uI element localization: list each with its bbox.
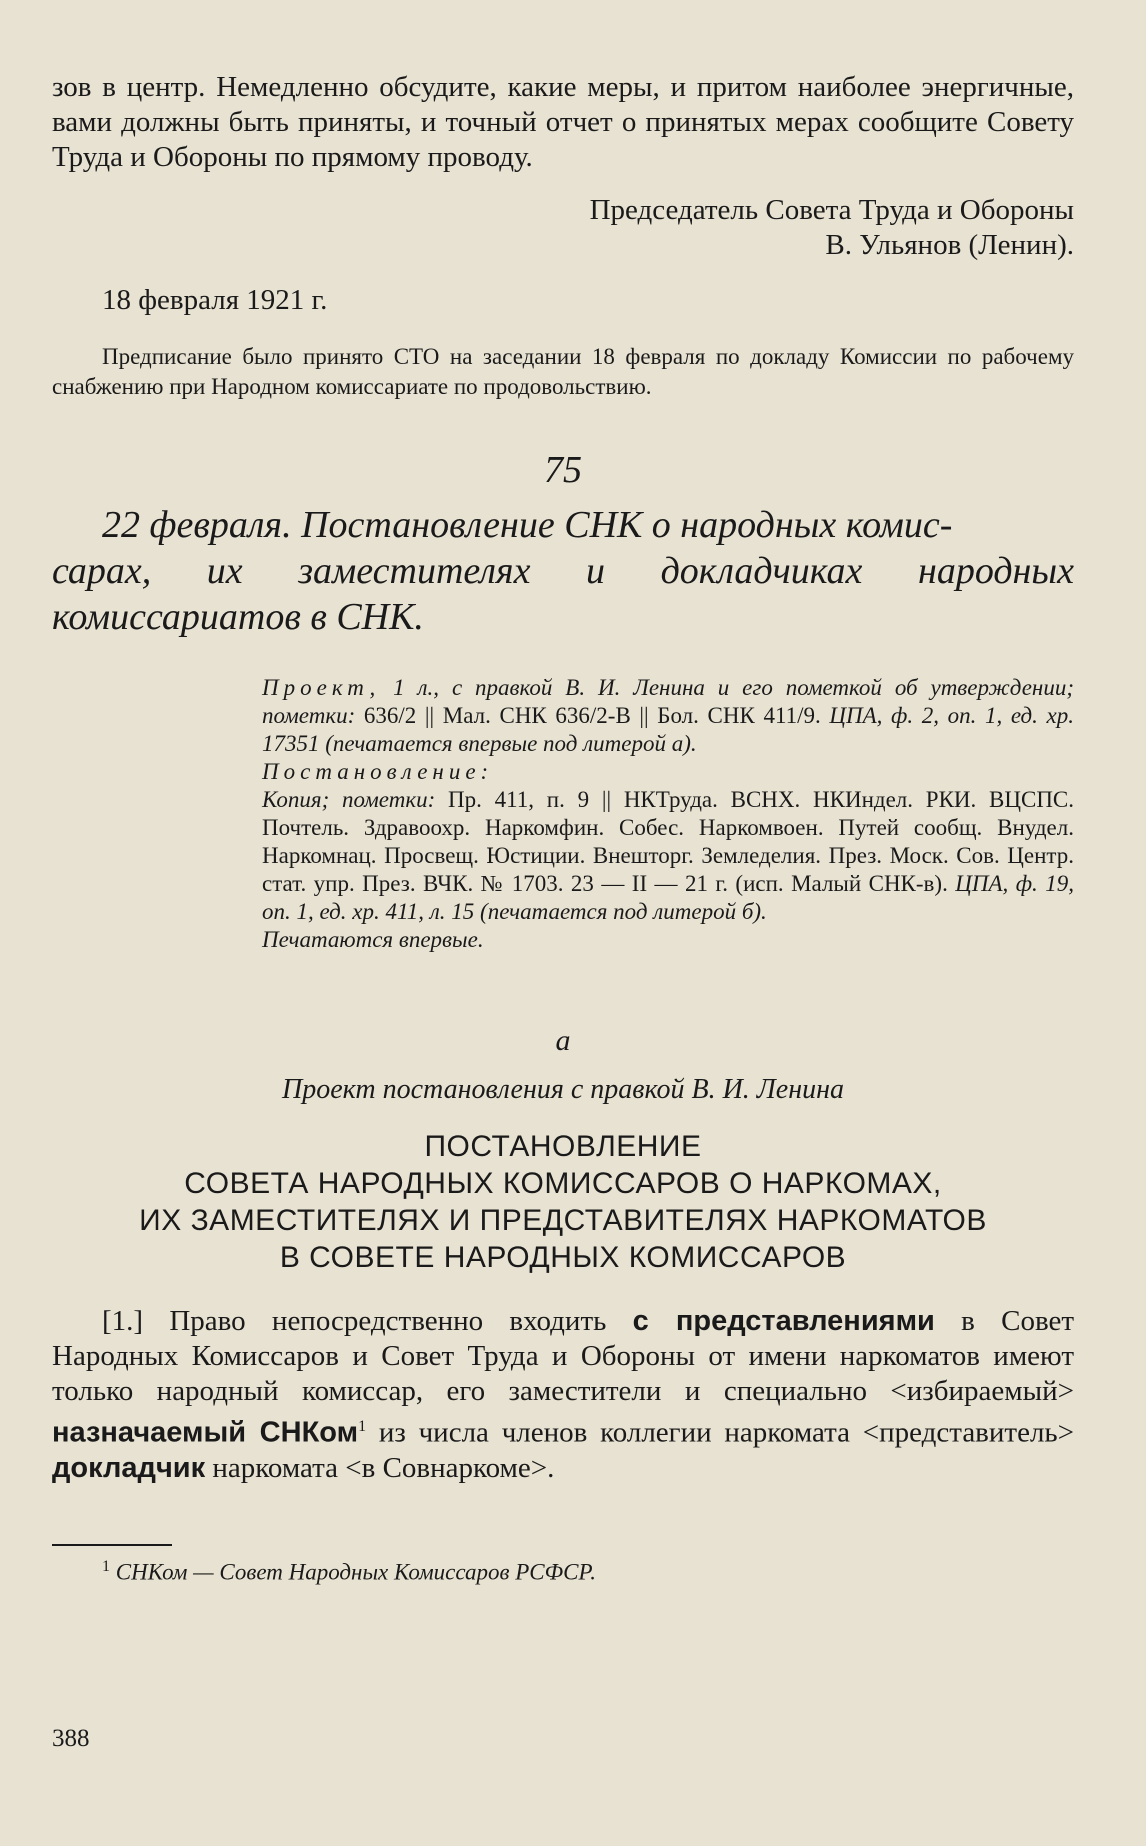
body-text-1: [1.] Право непосредственно входить [102,1305,607,1337]
draft-text: 1 л., с правкой В. И. Ленина и его пометкой об утверждении; пометки: [262,675,1075,728]
body-text-2: в Совет Народных Комиссаров и Совет Труда и Обороны от имени наркоматов имеют только народный комиссар, его заместители и специально <избираемый> [52,1305,1075,1407]
heading-line-4: В СОВЕТЕ НАРОДНЫХ КОМИССАРОВ [279,1241,847,1274]
draft-marks: 636/2 || Мал. СНК 636/2-В || Бол. СНК 411/9. [363,703,821,728]
resolution-heading [52,1128,1074,1276]
copy-marks: Пр. 411, п. 9 || НКТруда. ВСНХ. НКИндел. РКИ. ВЦСПС. Почтель. Здравоохр. Наркомфин. Собес. Наркомвоен. Путей сообщ. Внудел. Наркомнац. Просвещ. Юстиции. Внешторг. Земледелия. През. Моск. Сов. Центр. стат. упр. През. ВЧК. № 1703. 23 — II — 21 г. (исп. Малый СНК-в). [262,787,1075,896]
page-number: 388 [52,1725,90,1752]
section-letter: а [555,1024,571,1057]
resolution-body [52,1304,1074,1486]
heading-line-2: СОВЕТА НАРОДНЫХ КОМИССАРОВ О НАРКОМАХ, [184,1167,942,1200]
body-text-3: из числа членов коллегии наркомата <представитель> [378,1416,1074,1449]
heading-line-1: ПОСТАНОВЛЕНИЕ [424,1130,702,1163]
archive-info [212,674,1074,954]
signature-line-1: Председатель Совета Труда и Обороны [589,194,1074,226]
intro-paragraph: зов в центр. Немедленно обсудите, какие меры, и притом наиболее энергичные, вами должны быть приняты, и точный отчет о принятых мерах сообщите Совету Труда и Обороны по прямому проводу. [52,71,1074,173]
footnote-mark: 1 [102,1557,110,1575]
body-bold-3: докладчик [52,1451,206,1484]
document-number: 75 [544,449,582,491]
signature-line-2: В. Ульянов (Ленин). [825,229,1074,261]
document-title-line-1: 22 февраля. Постановление СНК о народных комис- [102,504,953,546]
body-text-4: наркомата <в Совнаркоме>. [212,1451,555,1484]
first-published: Печатаются впервые. [262,927,484,952]
date: 18 февраля 1921 г. [102,284,328,316]
footnote-text: СНКом — Совет Народных Комиссаров РСФСР. [115,1559,596,1585]
copy-source: ЦПА, ф. 19, оп. 1, ед. хр. 411, л. 15 (печатается под литерой б). [262,871,1074,924]
body-bold-2: назначаемый СНКом [52,1416,359,1449]
draft-source: ЦПА, ф. 2, оп. 1, ед. хр. 17351 (печатается впервые под литерой а). [262,703,1075,756]
draft-label: Проект, [262,675,381,700]
footnote [52,1558,1074,1586]
signature [52,193,1074,263]
footnote-divider [52,1544,172,1546]
document-page [52,70,1074,1585]
footnote-ref: 1 [358,1418,367,1435]
document-title-rest: сарах, их заместителях и докладчиках народных комиссариатов в СНК. [52,550,1074,638]
copy-label: Копия; пометки: [262,787,436,812]
editorial-note: Предписание было принято СТО на заседании 18 февраля по докладу Комиссии по рабочему снабжению при Народном комиссариате по продовольствию. [52,344,1074,399]
body-bold-1: с представлениями [632,1305,935,1337]
section-subhead: Проект постановления с правкой В. И. Ленина [282,1074,844,1105]
resolution-label: Постановление: [262,759,494,784]
heading-line-3: ИХ ЗАМЕСТИТЕЛЯХ И ПРЕДСТАВИТЕЛЯХ НАРКОМАТОВ [139,1204,987,1237]
